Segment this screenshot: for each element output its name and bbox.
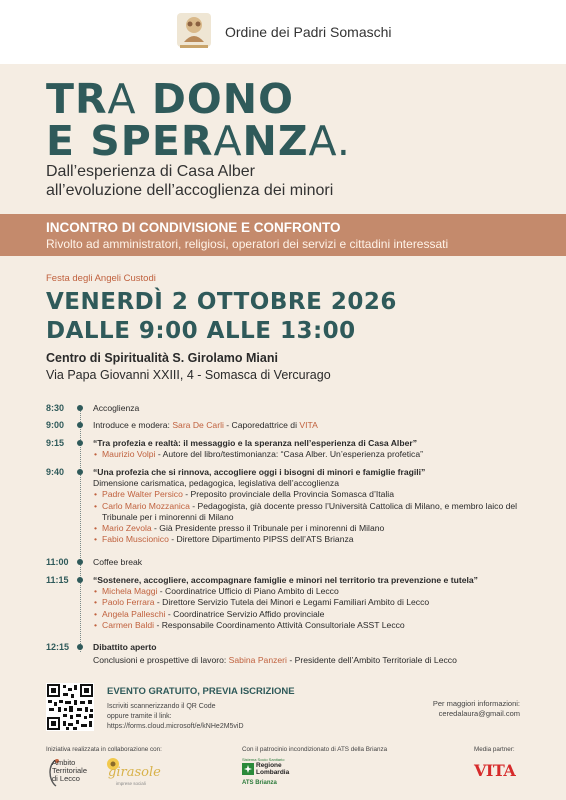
speaker-item (93, 620, 553, 631)
ats-label: ATS Brianza (242, 780, 277, 786)
speaker-role: - Coordinatrice Servizio Affido provinciale (165, 608, 325, 619)
time-line: DALLE 9:00 ALLE 13:00 (46, 318, 356, 344)
patronage-label: Con il patrocinio incondizionato di ATS della Brianza (242, 746, 388, 753)
session-desc: Dimensione carismatica, pedagogica, legislativa dell’accoglienza (93, 478, 340, 489)
registration-link[interactable]: https://forms.cloud.microsoft/e/kNHe2M5viD (107, 723, 244, 730)
speaker-item (93, 586, 553, 597)
speaker-role: - Coordinatrice Ufficio di Piano Ambito di Lecco (157, 586, 339, 597)
subtitle (46, 162, 333, 200)
session-title: “Tra profezia e realtà: il messaggio e la speranza nell’esperienza di Casa Alber” (93, 438, 417, 448)
program-text (93, 420, 543, 431)
date-line: VENERDÌ 2 OTTOBRE 2026 (46, 289, 397, 315)
registration-title: EVENTO GRATUITO, PREVIA ISCRIZIONE (107, 686, 295, 697)
speaker-name: Maurizio Volpi (102, 449, 156, 460)
band-subtitle: Rivolto ad amministratori, religiosi, operatori dei servizi e cittadini interessati (46, 237, 449, 251)
speaker-name: Paolo Ferrara (102, 597, 155, 608)
program-text (93, 575, 553, 631)
session-title: Dibattito aperto (93, 642, 157, 652)
header (0, 0, 566, 64)
registration-line: oppure tramite il link: (107, 713, 172, 720)
session-title: “Una profezia che si rinnova, accogliere oggi i bisogni di minori e famiglie fragili” (93, 467, 426, 477)
speaker-item (93, 489, 543, 500)
org-name: Ordine dei Padri Somaschi (225, 24, 392, 40)
title-part: A (213, 117, 243, 165)
regione-text: Lombardia (256, 768, 290, 776)
ambito-text: Ambito (52, 758, 76, 767)
regione-text: Regione (256, 762, 282, 769)
session-title: “Sostenere, accogliere, accompagnare famiglie e minori nel territorio tra prevenzione e tutela” (93, 575, 478, 585)
collab-label: Iniziativa realizzata in collaborazione con: (46, 746, 162, 753)
speaker-item (93, 609, 553, 620)
regione-top: Sistema Socio Sanitario (242, 757, 285, 762)
vita-logo: VITA (474, 761, 516, 780)
speaker-name: Sara De Carli (172, 420, 224, 430)
ambito-text: di Lecco (52, 774, 80, 783)
title-part: A. (308, 117, 351, 165)
program-text (93, 403, 543, 414)
timeline-dot (77, 559, 83, 565)
item-text: Introduce e modera: (93, 420, 173, 430)
somaschi-logo (176, 12, 212, 50)
speaker-item (93, 597, 553, 608)
title-part: NZ (242, 117, 309, 165)
program-time: 12:15 (46, 642, 70, 652)
speaker-role: - Pedagogista, già docente presso l’Università Cattolica di Milano, e membro laico del Tribunale per i minorenni di Milano (102, 500, 518, 522)
title-part: TR (46, 75, 108, 123)
festa-label: Festa degli Angeli Custodi (46, 273, 156, 284)
subtitle-line: all’evoluzione dell’accoglienza dei minori (46, 182, 334, 199)
speaker-name: Padre Walter Persico (102, 489, 183, 500)
speaker-name: Sabina Panzeri (228, 655, 287, 666)
speaker-role: - Autore del libro/testimonianza: “Casa Alber. Un’esperienza profetica” (155, 449, 423, 460)
ambito-logo-text (52, 759, 87, 783)
org-name: VITA (299, 420, 318, 430)
title-part: A (107, 75, 137, 123)
item-text: Conclusioni e prospettive di lavoro: (93, 655, 229, 666)
program-time: 11:00 (46, 557, 69, 567)
program-time: 8:30 (46, 403, 65, 413)
speaker-role: - Già Presidente presso il Tribunale per i minorenni di Milano (151, 523, 385, 534)
item-text: Accoglienza (93, 403, 140, 413)
regione-logo-icon (242, 763, 254, 775)
speaker-item (93, 449, 543, 460)
speaker-item (93, 534, 543, 545)
item-text: - Caporedattrice di (223, 420, 300, 430)
title-part: DONO (136, 75, 294, 123)
timeline-dot (77, 469, 83, 475)
meeting-band (0, 214, 566, 256)
venue-address: Via Papa Giovanni XXIII, 4 - Somasca di Vercurago (46, 368, 331, 382)
speaker-role: - Direttore Servizio Tutela dei Minori e Legami Familiari Ambito di Lecco (154, 597, 430, 608)
timeline-dot (77, 644, 83, 650)
program-time: 9:00 (46, 420, 65, 430)
media-label: Media partner: (474, 746, 515, 753)
speaker-role: - Responsabile Coordinamento Attività Consultoriale ASST Lecco (154, 619, 405, 630)
contact-email[interactable]: ceredalaura@gmail.com (438, 709, 520, 718)
speaker-item (93, 501, 543, 523)
program-text (93, 557, 543, 568)
program-time: 11:15 (46, 575, 69, 585)
speaker-name: Michela Maggi (102, 586, 158, 597)
timeline-dot (77, 577, 83, 583)
program-text (93, 467, 543, 545)
speaker-item (93, 523, 543, 534)
girasole-logo: girasole (108, 765, 161, 780)
program-time: 9:40 (46, 467, 65, 477)
program-time: 9:15 (46, 438, 65, 448)
registration-line: Iscriviti scannerizzando il QR Code (107, 703, 216, 710)
regione-logo-text (256, 763, 289, 776)
title-part: E SPER (46, 117, 214, 165)
speaker-name: Carmen Baldi (102, 619, 155, 630)
event-date (46, 288, 397, 346)
timeline-dot (77, 405, 83, 411)
speaker-role: - Direttore Dipartimento PIPSS dell’ATS Brianza (168, 534, 354, 545)
band-title: INCONTRO DI CONDIVISIONE E CONFRONTO (46, 220, 341, 235)
program-text (93, 438, 543, 460)
info-label: Per maggiori informazioni: (432, 699, 520, 708)
speaker-name: Angela Palleschi (102, 608, 166, 619)
qr-code[interactable] (46, 683, 94, 731)
program-text (93, 642, 543, 666)
speaker-role: - Presidente dell’Ambito Territoriale di Lecco (286, 655, 457, 666)
subtitle-line: Dall’esperienza di Casa Alber (46, 163, 255, 180)
timeline-dot (77, 422, 83, 428)
ambito-text: Territoriale (52, 766, 88, 775)
venue-name: Centro di Spiritualità S. Girolamo Miani (46, 351, 278, 365)
timeline-dot (77, 440, 83, 446)
speaker-role: - Preposito provinciale della Provincia Somasca d’Italia (182, 489, 395, 500)
speaker-name: Carlo Mario Mozzanica (102, 500, 190, 511)
speaker-name: Mario Zevola (102, 523, 152, 534)
main-title (46, 75, 351, 165)
girasole-sub: imprese sociali (116, 781, 146, 786)
speaker-name: Fabio Muscionico (102, 534, 169, 545)
item-text: Coffee break (93, 557, 143, 567)
